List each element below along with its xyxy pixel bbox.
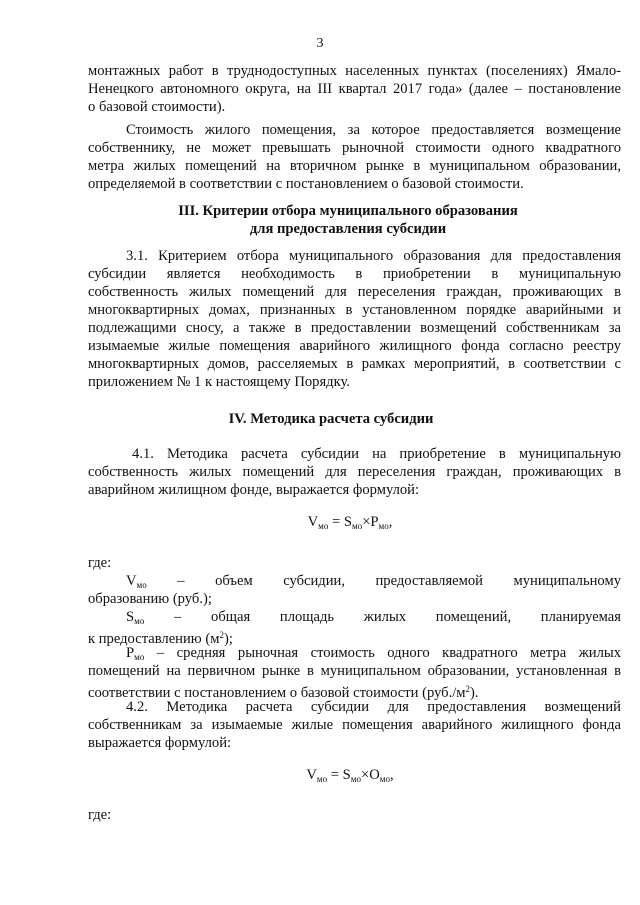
text-line: собственникам за изымаемые жилые помещения аварийного жилищного фонда (88, 717, 621, 733)
definition-line: к предоставлению $(м^2)$; (88, 630, 233, 647)
text-line: метра жилых помещений на вторичном рынке в муниципальном образовании, (88, 158, 621, 174)
text-line: 4.1. Методика расчета субсидии на приобретение в муниципальную (132, 446, 621, 462)
definition-line: $V_{мо}$ – объем субсидии, предоставляемой муниципальному (126, 573, 621, 590)
definition-line: $S_{мо}$ – общая площадь жилых помещений, планируемая (126, 609, 621, 626)
definition-line: $P_{мо}$ – средняя рыночная стоимость одного квадратного метра жилых (126, 645, 621, 662)
where-label: где: (88, 807, 112, 823)
page-number: 3 (316, 36, 324, 51)
definition-line: помещений на первичном рынке в муниципальном образовании, установленная в (88, 663, 621, 679)
text-line: собственнику, не может превышать рыночной стоимости одного квадратного (88, 140, 621, 156)
section-heading: III. Критерии отбора муниципального образования (178, 203, 518, 219)
text-line: собственность жилых помещений для переселения граждан, проживающих в (88, 284, 621, 300)
section-heading: IV. Методика расчета субсидии (228, 411, 434, 427)
text-line: подлежащими сносу, а также в предоставлении возмещений собственникам за (88, 320, 621, 336)
text-line: многоквартирных домах, признанных в установленном порядке аварийными и (88, 302, 621, 318)
text-line: приложением № 1 к настоящему Порядку. (88, 374, 350, 390)
text-line: 4.2. Методика расчета субсидии для предоставления возмещений (126, 699, 621, 715)
definition-line: образованию (руб.); (88, 591, 212, 607)
where-label: где: (88, 555, 112, 571)
text-line: Стоимость жилого помещения, за которое предоставляется возмещение (126, 122, 621, 138)
formula: $V_{мо} = S_{мо}\times O_{мо}$, (306, 767, 394, 784)
text-line: определяемой в соответствии с постановлением о базовой стоимости. (88, 176, 524, 192)
text-line: многоквартирных домов, расселяемых в рамках мероприятий, в соответствии с (88, 356, 621, 372)
section-heading: для предоставления субсидии (249, 221, 447, 237)
text-line: изымаемые жилые помещения аварийного жилищного фонда согласно реестру (88, 338, 621, 354)
text-line: о базовой стоимости). (88, 99, 226, 115)
text-line: субсидии является необходимость в приобретении в муниципальную (88, 266, 621, 282)
text-line: собственность жилых помещений для переселения граждан, проживающих в (88, 464, 621, 480)
text-line: монтажных работ в труднодоступных населенных пунктах (поселениях) Ямало- (88, 63, 621, 79)
text-line: 3.1. Критерием отбора муниципального образования для предоставления (126, 248, 621, 264)
text-line: аварийном жилищном фонде, выражается формулой: (88, 482, 420, 498)
formula: $V_{мо} = S_{мо}\times P_{мо}$, (307, 514, 393, 531)
text-line: Ненецкого автономного округа, на III квартал 2017 года» (далее – постановление (88, 81, 621, 97)
text-line: выражается формулой: (88, 735, 232, 751)
definition-line: соответствии с постановлением о базовой стоимости $(руб./м^2)$. (88, 684, 479, 701)
